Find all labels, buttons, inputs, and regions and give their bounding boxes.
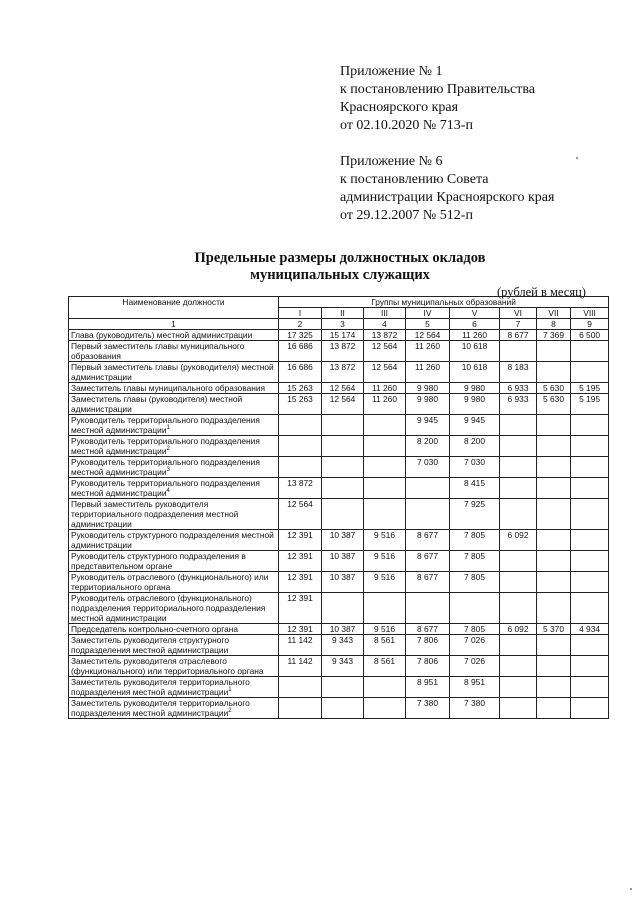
footnote-marker: 1: [228, 687, 232, 694]
salary-value: 16 686: [279, 362, 322, 383]
salary-value: 9 343: [322, 656, 364, 677]
salary-value: 15 174: [322, 330, 364, 341]
salary-value: 11 142: [279, 656, 322, 677]
table-row: [69, 362, 609, 383]
salary-value: 9 516: [364, 624, 406, 635]
salary-value: [279, 677, 322, 698]
salary-value: [537, 593, 571, 624]
salary-value: 16 686: [279, 341, 322, 362]
salary-value: [571, 572, 609, 593]
title-line2: муниципальных служащих: [250, 267, 430, 283]
column-number: 2: [279, 319, 322, 330]
salary-value: [537, 551, 571, 572]
position-name: Руководитель структурного подразделения местной администрации: [71, 530, 274, 550]
column-number: 9: [571, 319, 609, 330]
salary-value: 6 933: [500, 383, 537, 394]
salary-value: [364, 478, 406, 499]
salary-value: [322, 698, 364, 719]
table-row: [69, 530, 609, 551]
table-row: [69, 656, 609, 677]
group-header: I: [279, 308, 322, 319]
salary-value: 12 391: [279, 593, 322, 624]
group-header: VI: [500, 308, 537, 319]
salary-value: [364, 593, 406, 624]
salary-value: [537, 530, 571, 551]
salary-value: 12 564: [364, 362, 406, 383]
salary-value: 6 092: [500, 624, 537, 635]
appendix-1-line1: Приложение № 1: [340, 64, 443, 79]
salary-value: 13 872: [322, 341, 364, 362]
salary-value: [571, 341, 609, 362]
position-name: Заместитель главы муниципального образования: [71, 383, 266, 393]
column-number: 4: [364, 319, 406, 330]
salary-value: [571, 362, 609, 383]
position-name-cell: [69, 698, 279, 719]
position-name: Заместитель руководителя отраслевого (функционального) или территориального органа: [71, 656, 264, 676]
position-name: Первый заместитель главы (руководителя) местной администрации: [71, 362, 274, 382]
salary-value: 13 872: [279, 478, 322, 499]
salary-value: 7 805: [450, 572, 500, 593]
position-name-cell: [69, 415, 279, 436]
document-title: [0, 250, 640, 284]
salary-value: [571, 530, 609, 551]
salary-value: [500, 341, 537, 362]
group-header: V: [450, 308, 500, 319]
table-row: [69, 383, 609, 394]
table-row: [69, 572, 609, 593]
salary-value: 9 343: [322, 635, 364, 656]
table-row: [69, 635, 609, 656]
salary-value: [322, 415, 364, 436]
salary-value: 5 630: [537, 383, 571, 394]
salary-value: [571, 677, 609, 698]
salary-value: 8 200: [406, 436, 450, 457]
salary-value: [279, 436, 322, 457]
position-name-cell: [69, 362, 279, 383]
appendix-1-line4: от 02.10.2020 № 713-п: [340, 118, 473, 133]
footnote-marker: 3: [166, 467, 170, 474]
salary-value: 8 677: [406, 530, 450, 551]
salary-value: 8 561: [364, 656, 406, 677]
position-name-cell: [69, 593, 279, 624]
salary-value: 17 325: [279, 330, 322, 341]
position-name-cell: [69, 572, 279, 593]
table-row: [69, 457, 609, 478]
salary-value: [500, 698, 537, 719]
salary-value: 10 387: [322, 530, 364, 551]
salary-value: 10 618: [450, 362, 500, 383]
appendix-1-line3: Красноярского края: [340, 100, 459, 115]
salary-value: 10 387: [322, 572, 364, 593]
salary-value: 9 945: [406, 415, 450, 436]
salary-value: [571, 656, 609, 677]
appendix-1-block: [340, 63, 535, 135]
salary-value: 8 677: [500, 330, 537, 341]
salary-value: 5 195: [571, 394, 609, 415]
salary-value: 9 945: [450, 415, 500, 436]
position-name-cell: [69, 677, 279, 698]
salary-value: [322, 457, 364, 478]
salary-value: 8 677: [406, 572, 450, 593]
position-name-cell: [69, 341, 279, 362]
salary-value: [500, 457, 537, 478]
salary-value: 10 618: [450, 341, 500, 362]
salary-value: [279, 415, 322, 436]
salary-value: 7 380: [450, 698, 500, 719]
salary-value: 9 516: [364, 551, 406, 572]
salary-value: [406, 593, 450, 624]
table-row: [69, 677, 609, 698]
position-name: Руководитель отраслевого (функционального) или территориального органа: [71, 572, 269, 592]
salary-value: 7 030: [450, 457, 500, 478]
salary-value: [364, 415, 406, 436]
salary-value: 10 387: [322, 624, 364, 635]
salary-value: 8 415: [450, 478, 500, 499]
salary-value: [537, 499, 571, 530]
salary-value: 5 630: [537, 394, 571, 415]
salary-value: [571, 499, 609, 530]
salary-value: 12 564: [406, 330, 450, 341]
salary-value: [322, 436, 364, 457]
salary-value: 7 925: [450, 499, 500, 530]
group-header: III: [364, 308, 406, 319]
title-line1: Предельные размеры должностных окладов: [194, 250, 486, 266]
footnote-marker: 1: [166, 425, 170, 432]
salary-value: [537, 415, 571, 436]
salary-value: [571, 478, 609, 499]
appendix-6-line3: администрации Красноярского края: [340, 190, 555, 205]
position-name: Глава (руководитель) местной администрации: [71, 330, 253, 340]
position-name-cell: [69, 656, 279, 677]
position-name-cell: [69, 383, 279, 394]
salary-value: 7 380: [406, 698, 450, 719]
salary-value: [500, 656, 537, 677]
salary-value: 4 934: [571, 624, 609, 635]
column-number: 1: [69, 319, 279, 330]
salary-value: 15 263: [279, 383, 322, 394]
position-name-cell: [69, 330, 279, 341]
table-row: [69, 436, 609, 457]
position-name: Руководитель территориального подразделения местной администрации: [71, 415, 260, 435]
position-name-cell: [69, 478, 279, 499]
table-row: [69, 551, 609, 572]
salary-value: 8 677: [406, 551, 450, 572]
salary-value: [537, 457, 571, 478]
position-name: Руководитель территориального подразделения местной администрации: [71, 436, 260, 456]
salary-value: 5 195: [571, 383, 609, 394]
salary-value: [537, 635, 571, 656]
salary-value: [500, 593, 537, 624]
salary-value: 12 391: [279, 530, 322, 551]
salary-value: [537, 698, 571, 719]
salary-value: [364, 457, 406, 478]
column-number: 7: [500, 319, 537, 330]
salary-value: [500, 572, 537, 593]
table-row: [69, 341, 609, 362]
salary-value: [537, 656, 571, 677]
salary-value: 12 564: [364, 341, 406, 362]
position-name-cell: [69, 624, 279, 635]
salary-value: 7 805: [450, 530, 500, 551]
table-row: [69, 499, 609, 530]
salary-value: [500, 415, 537, 436]
salary-value: 15 263: [279, 394, 322, 415]
footnote-marker: 2: [228, 708, 232, 715]
salary-value: [364, 499, 406, 530]
salary-value: [537, 362, 571, 383]
salary-value: [571, 415, 609, 436]
salary-value: [364, 677, 406, 698]
salary-table: [68, 296, 609, 719]
group-header: IV: [406, 308, 450, 319]
salary-value: [322, 593, 364, 624]
salary-value: [406, 478, 450, 499]
salary-value: 12 391: [279, 572, 322, 593]
salary-value: 11 260: [450, 330, 500, 341]
salary-value: 10 387: [322, 551, 364, 572]
salary-value: 9 516: [364, 530, 406, 551]
salary-value: 9 980: [406, 383, 450, 394]
salary-value: [571, 551, 609, 572]
position-name-cell: [69, 457, 279, 478]
position-name: Заместитель руководителя территориального подразделения местной администрации: [71, 677, 250, 697]
appendix-6-line4: от 29.12.2007 № 512-п: [340, 208, 473, 223]
salary-value: 12 391: [279, 624, 322, 635]
salary-value: 12 564: [322, 383, 364, 394]
position-name: Заместитель главы (руководителя) местной администрации: [71, 394, 243, 414]
table-row: [69, 698, 609, 719]
salary-value: 12 391: [279, 551, 322, 572]
salary-value: 11 260: [406, 341, 450, 362]
salary-value: 6 933: [500, 394, 537, 415]
position-name-cell: [69, 551, 279, 572]
salary-value: 7 806: [406, 656, 450, 677]
header-position-name: Наименование должности: [69, 297, 279, 319]
salary-value: [537, 341, 571, 362]
position-name: Руководитель структурного подразделения в представительном органе: [71, 551, 246, 571]
appendix-1-line2: к постановлению Правительства: [340, 82, 536, 97]
salary-value: 8 561: [364, 635, 406, 656]
column-number: 6: [450, 319, 500, 330]
salary-value: [500, 551, 537, 572]
footnote-marker: 4: [166, 488, 170, 495]
table-row: [69, 624, 609, 635]
column-number: 8: [537, 319, 571, 330]
unit-label: (рублей в месяц): [497, 285, 586, 299]
salary-value: 13 872: [364, 330, 406, 341]
salary-value: [500, 478, 537, 499]
table-row: [69, 415, 609, 436]
salary-value: 11 260: [364, 383, 406, 394]
position-name: Руководитель отраслевого (функционального) подразделения территориального подразделения местной администрации: [71, 593, 266, 623]
column-number: 5: [406, 319, 450, 330]
position-name-cell: [69, 635, 279, 656]
salary-value: [537, 478, 571, 499]
header-groups: Группы муниципальных образований: [279, 297, 609, 308]
salary-value: [500, 677, 537, 698]
salary-value: 8 951: [406, 677, 450, 698]
salary-value: 12 564: [279, 499, 322, 530]
salary-value: [537, 677, 571, 698]
position-name: Первый заместитель главы муниципального образования: [71, 341, 245, 361]
position-name: Первый заместитель руководителя территориального подразделения местной администрации: [71, 499, 239, 529]
salary-value: [571, 436, 609, 457]
salary-value: 8 677: [406, 624, 450, 635]
salary-value: [322, 677, 364, 698]
scan-speck: [630, 888, 632, 890]
salary-value: 6 500: [571, 330, 609, 341]
salary-value: [322, 499, 364, 530]
salary-value: 7 369: [537, 330, 571, 341]
salary-value: [571, 457, 609, 478]
salary-value: 9 516: [364, 572, 406, 593]
salary-value: 11 260: [406, 362, 450, 383]
salary-value: 7 805: [450, 624, 500, 635]
position-name-cell: [69, 530, 279, 551]
group-header: VIII: [571, 308, 609, 319]
appendix-6-line1: Приложение № 6: [340, 154, 443, 169]
salary-value: 11 260: [364, 394, 406, 415]
salary-value: [279, 457, 322, 478]
salary-value: 6 092: [500, 530, 537, 551]
salary-value: [500, 635, 537, 656]
salary-value: 9 980: [406, 394, 450, 415]
salary-value: 11 142: [279, 635, 322, 656]
table-row: [69, 394, 609, 415]
salary-value: [450, 593, 500, 624]
salary-value: 5 370: [537, 624, 571, 635]
position-name-cell: [69, 394, 279, 415]
header-row-numbers: [69, 319, 609, 330]
salary-value: [537, 572, 571, 593]
salary-value: 7 026: [450, 635, 500, 656]
table-row: [69, 593, 609, 624]
position-name: Руководитель территориального подразделения местной администрации: [71, 457, 260, 477]
salary-value: 7 805: [450, 551, 500, 572]
salary-value: [364, 436, 406, 457]
position-name: Председатель контрольно-счетного органа: [71, 624, 239, 634]
salary-value: 8 183: [500, 362, 537, 383]
salary-value: 9 980: [450, 394, 500, 415]
column-number: 3: [322, 319, 364, 330]
header-row: [69, 297, 609, 308]
footnote-marker: 2: [166, 446, 170, 453]
salary-value: [322, 478, 364, 499]
salary-value: [537, 436, 571, 457]
salary-value: [406, 499, 450, 530]
salary-value: 7 806: [406, 635, 450, 656]
salary-value: [571, 698, 609, 719]
table-row: [69, 478, 609, 499]
salary-value: [500, 436, 537, 457]
position-name-cell: [69, 436, 279, 457]
group-header: II: [322, 308, 364, 319]
group-header: VII: [537, 308, 571, 319]
salary-value: 9 980: [450, 383, 500, 394]
position-name-cell: [69, 499, 279, 530]
appendix-6-block: [340, 153, 554, 225]
salary-value: 8 200: [450, 436, 500, 457]
salary-value: [279, 698, 322, 719]
salary-value: 13 872: [322, 362, 364, 383]
salary-value: 12 564: [322, 394, 364, 415]
position-name: Заместитель руководителя территориального подразделения местной администрации: [71, 698, 250, 718]
salary-value: 7 026: [450, 656, 500, 677]
salary-value: [364, 698, 406, 719]
salary-value: [571, 635, 609, 656]
salary-value: [500, 499, 537, 530]
salary-value: 8 951: [450, 677, 500, 698]
salary-value: [571, 593, 609, 624]
salary-value: 7 030: [406, 457, 450, 478]
table-row: [69, 330, 609, 341]
position-name: Руководитель территориального подразделения местной администрации: [71, 478, 260, 498]
position-name: Заместитель руководителя структурного подразделения местной администрации: [71, 635, 229, 655]
appendix-6-line2: к постановлению Совета: [340, 172, 489, 187]
scan-speck: [576, 157, 578, 159]
